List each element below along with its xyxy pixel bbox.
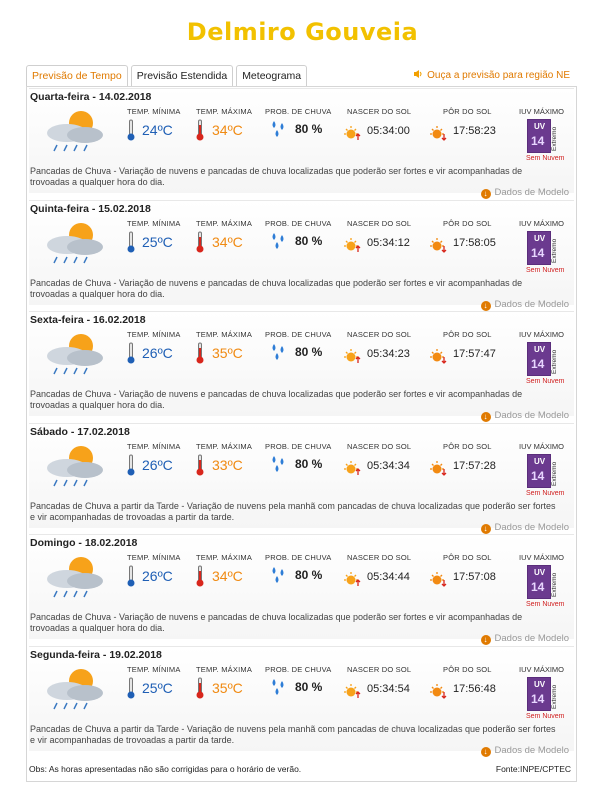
sunset-label: PÔR DO SOL: [443, 441, 492, 451]
sunrise-value: 05:34:23: [367, 348, 410, 360]
tmin-label: TEMP. MÍNIMA: [127, 441, 181, 451]
sunrise-value: 05:34:34: [367, 459, 410, 472]
cloud-sun-rain-icon: [37, 328, 117, 376]
day-description: Pancadas de Chuva a partir da Tarde - Variação de nuvens pela manhã com pancadas de chuva localizadas que poderão ser fortes e vir acompanhadas de trovoadas a partir da tarde.: [30, 500, 556, 522]
forecast-panel: [26, 86, 577, 782]
day-description: Pancadas de Chuva a partir da Tarde - Variação de nuvens pela manhã com pancadas de chuva localizadas que poderão ser fortes e vir acompanhadas de trovoadas a partir da tarde.: [30, 723, 556, 745]
listen-label: Ouça a previsão para região NE: [427, 70, 570, 81]
day-description: Pancadas de Chuva - Variação de nuvens e pancadas de chuva localizadas que poderão ser fortes e vir acompanhadas de trovoadas a qualquer hora do dia.: [30, 277, 523, 299]
day-title: Sábado - 17.02.2018: [30, 425, 130, 438]
rain-label: PROB. DE CHUVA: [265, 441, 332, 451]
model-data-link[interactable]: [481, 633, 569, 645]
day-forecast: [29, 646, 574, 756]
tmax-value: 35ºC: [212, 679, 243, 696]
tmax-label: TEMP. MÁXIMA: [196, 664, 253, 674]
uv-index-value: 14: [531, 245, 545, 260]
sunrise-value: 05:34:00: [367, 125, 410, 137]
day-title: Sexta-feira - 16.02.2018: [30, 314, 146, 326]
sunrise-value: 05:34:44: [367, 571, 410, 583]
sunset-value: 17:57:47: [453, 348, 496, 360]
uv-badge-text: UV: [534, 456, 546, 466]
sunrise-icon: [343, 125, 361, 141]
sunrise-icon: [343, 460, 361, 476]
sunset-icon: [429, 125, 447, 141]
uv-label: IUV MÁXIMO: [519, 664, 565, 674]
model-data-label: Dados de Modelo: [494, 298, 569, 310]
uv-status: Sem Nuvem: [526, 266, 565, 274]
sunrise-label: NASCER DO SOL: [347, 553, 412, 562]
sunrise-value: 05:34:54: [367, 682, 410, 695]
uv-badge-text: UV: [534, 122, 546, 131]
raindrops-icon: [270, 565, 288, 585]
tab-meteograma[interactable]: Meteograma: [236, 65, 307, 86]
uv-label: IUV MÁXIMO: [519, 107, 565, 116]
sunset-label: PÔR DO SOL: [443, 664, 492, 674]
thermometer-cold-icon: [127, 677, 135, 699]
tmax-value: 33ºC: [212, 456, 243, 473]
sunset-value: 17:57:08: [453, 571, 496, 583]
download-icon: ↓: [481, 747, 491, 757]
download-icon: ↓: [481, 524, 491, 534]
uv-status: Sem Nuvem: [526, 378, 565, 385]
tmin-value: 25ºC: [142, 679, 173, 696]
uv-level-text: Extremo: [551, 461, 558, 486]
uv-index-icon: [527, 231, 551, 265]
raindrops-icon: [270, 231, 288, 251]
sunset-label: PÔR DO SOL: [443, 107, 492, 116]
model-data-label: Dados de Modelo: [494, 410, 569, 421]
uv-label: IUV MÁXIMO: [519, 553, 565, 562]
sunrise-label: NASCER DO SOL: [347, 441, 412, 451]
thermometer-hot-icon: [196, 342, 204, 364]
uv-badge-text: UV: [534, 233, 546, 243]
rain-value: 80 %: [295, 568, 323, 582]
uv-label: IUV MÁXIMO: [519, 218, 565, 228]
tmin-value: 24ºC: [142, 122, 173, 138]
afternoon-rain-icon: [37, 440, 117, 488]
thermometer-cold-icon: [127, 119, 135, 141]
uv-badge-text: UV: [534, 345, 546, 354]
thermometer-hot-icon: [196, 565, 204, 587]
thermometer-cold-icon: [127, 565, 135, 587]
speaker-icon: [413, 69, 423, 79]
cloud-sun-rain-icon: [37, 217, 117, 265]
sunset-value: 17:58:05: [453, 236, 496, 249]
uv-level-text: Extremo: [551, 126, 558, 151]
day-title: Quarta-feira - 14.02.2018: [30, 91, 152, 103]
rain-label: PROB. DE CHUVA: [265, 553, 332, 562]
footer-source: Fonte:INPE/CPTEC: [495, 764, 571, 774]
rain-label: PROB. DE CHUVA: [265, 218, 332, 228]
day-description: Pancadas de Chuva - Variação de nuvens e pancadas de chuva localizadas que poderão ser fortes e vir acompanhadas de trovoadas a qualquer hora do dia.: [30, 389, 523, 410]
uv-index-value: 14: [531, 580, 545, 594]
rain-value: 80 %: [295, 233, 323, 248]
uv-index-icon: [527, 454, 551, 488]
sunset-icon: [429, 571, 447, 587]
sunset-icon: [429, 683, 447, 699]
uv-label: IUV MÁXIMO: [519, 441, 565, 451]
model-data-link[interactable]: [481, 745, 569, 757]
tmax-label: TEMP. MÁXIMA: [196, 107, 253, 116]
cloud-sun-rain-icon: [37, 105, 117, 153]
sunrise-label: NASCER DO SOL: [347, 664, 412, 674]
sunset-icon: [429, 237, 447, 253]
rain-value: 80 %: [295, 122, 323, 136]
rain-label: PROB. DE CHUVA: [265, 664, 332, 674]
uv-level-text: Extremo: [551, 684, 558, 709]
day-forecast: [29, 88, 574, 198]
tmin-label: TEMP. MÍNIMA: [127, 553, 181, 562]
tmin-label: TEMP. MÍNIMA: [127, 107, 181, 116]
uv-label: IUV MÁXIMO: [519, 330, 565, 339]
thermometer-hot-icon: [196, 119, 204, 141]
cloud-sun-rain-icon: [37, 551, 117, 599]
listen-link[interactable]: [413, 69, 570, 81]
model-data-label: Dados de Modelo: [494, 744, 569, 756]
uv-index-value: 14: [531, 357, 545, 371]
sunset-value: 17:56:48: [453, 682, 496, 695]
uv-badge-text: UV: [534, 568, 546, 577]
thermometer-hot-icon: [196, 231, 204, 253]
day-forecast: [29, 534, 574, 644]
model-data-link[interactable]: [481, 187, 569, 199]
uv-index-value: 14: [531, 468, 545, 483]
model-data-label: Dados de Modelo: [494, 521, 569, 533]
uv-index-value: 14: [531, 134, 545, 148]
tmin-value: 26ºC: [142, 345, 173, 361]
rain-value: 80 %: [295, 679, 323, 694]
model-data-link[interactable]: [481, 299, 569, 311]
uv-status: Sem Nuvem: [526, 601, 565, 608]
thermometer-hot-icon: [196, 454, 204, 476]
afternoon-rain-icon: [37, 663, 117, 711]
uv-index-icon: [527, 119, 551, 153]
uv-index-icon: [527, 677, 551, 711]
sunrise-label: NASCER DO SOL: [347, 330, 412, 339]
tab-previsao-estendida[interactable]: Previsão Estendida: [131, 65, 233, 86]
sunrise-icon: [343, 571, 361, 587]
tmin-label: TEMP. MÍNIMA: [127, 664, 181, 674]
tmax-value: 34ºC: [212, 122, 243, 138]
sunset-icon: [429, 348, 447, 364]
thermometer-cold-icon: [127, 342, 135, 364]
thermometer-cold-icon: [127, 454, 135, 476]
sunset-value: 17:58:23: [453, 125, 496, 137]
sunset-label: PÔR DO SOL: [443, 330, 492, 339]
sunset-value: 17:57:28: [453, 459, 496, 472]
raindrops-icon: [270, 342, 288, 362]
model-data-link[interactable]: [481, 522, 569, 534]
day-description: Pancadas de Chuva - Variação de nuvens e pancadas de chuva localizadas que poderão ser fortes e vir acompanhadas de trovoadas a qualquer hora do dia.: [30, 612, 523, 633]
tmin-label: TEMP. MÍNIMA: [127, 330, 181, 339]
uv-index-icon: [527, 342, 551, 376]
uv-status: Sem Nuvem: [526, 489, 565, 497]
tmax-label: TEMP. MÁXIMA: [196, 553, 253, 562]
rain-value: 80 %: [295, 456, 323, 471]
model-data-label: Dados de Modelo: [494, 633, 569, 644]
sunrise-icon: [343, 348, 361, 364]
uv-index-value: 14: [531, 691, 545, 706]
tmax-value: 34ºC: [212, 568, 243, 584]
day-title: Domingo - 18.02.2018: [30, 537, 138, 549]
tab-previsao-tempo[interactable]: Previsão de Tempo: [26, 65, 128, 86]
rain-label: PROB. DE CHUVA: [265, 330, 332, 339]
day-forecast: [29, 200, 574, 310]
footer-note: Obs: As horas apresentadas não são corrigidas para o horário de verão.: [29, 764, 302, 774]
raindrops-icon: [270, 454, 288, 474]
uv-level-text: Extremo: [551, 349, 558, 374]
download-icon: ↓: [481, 189, 491, 199]
day-description: Pancadas de Chuva - Variação de nuvens e pancadas de chuva localizadas que poderão ser fortes e vir acompanhadas de trovoadas a qualquer hora do dia.: [30, 166, 523, 187]
day-title: Segunda-feira - 19.02.2018: [30, 648, 162, 661]
download-icon: ↓: [481, 635, 491, 645]
uv-status: Sem Nuvem: [526, 155, 565, 162]
tmin-label: TEMP. MÍNIMA: [127, 218, 181, 228]
uv-badge-text: UV: [534, 679, 546, 689]
tab-bar: [26, 65, 310, 87]
model-data-label: Dados de Modelo: [494, 187, 569, 198]
sunrise-value: 05:34:12: [367, 236, 410, 249]
raindrops-icon: [270, 677, 288, 697]
download-icon: ↓: [481, 301, 491, 311]
uv-level-text: Extremo: [551, 238, 558, 263]
day-forecast: [29, 311, 574, 421]
rain-label: PROB. DE CHUVA: [265, 107, 332, 116]
tmin-value: 26ºC: [142, 568, 173, 584]
tmax-label: TEMP. MÁXIMA: [196, 441, 253, 451]
tmax-value: 35ºC: [212, 345, 243, 361]
rain-value: 80 %: [295, 345, 323, 359]
uv-level-text: Extremo: [551, 572, 558, 597]
thermometer-cold-icon: [127, 231, 135, 253]
tmax-value: 34ºC: [212, 233, 243, 250]
tmin-value: 25ºC: [142, 233, 173, 250]
day-title: Quinta-feira - 15.02.2018: [30, 202, 151, 215]
thermometer-hot-icon: [196, 677, 204, 699]
sunrise-icon: [343, 237, 361, 253]
sunrise-label: NASCER DO SOL: [347, 218, 412, 228]
city-title: Delmiro Gouveia: [186, 18, 419, 46]
uv-index-icon: [527, 565, 551, 599]
tmin-value: 26ºC: [142, 456, 173, 473]
model-data-link[interactable]: [481, 410, 569, 422]
sunrise-icon: [343, 683, 361, 699]
tmax-label: TEMP. MÁXIMA: [196, 330, 253, 339]
download-icon: ↓: [481, 412, 491, 422]
sunset-label: PÔR DO SOL: [443, 553, 492, 562]
sunset-label: PÔR DO SOL: [443, 218, 492, 228]
uv-status: Sem Nuvem: [526, 712, 565, 720]
day-forecast: [29, 423, 574, 533]
raindrops-icon: [270, 119, 288, 139]
sunset-icon: [429, 460, 447, 476]
sunrise-label: NASCER DO SOL: [347, 107, 412, 116]
tmax-label: TEMP. MÁXIMA: [196, 218, 253, 228]
